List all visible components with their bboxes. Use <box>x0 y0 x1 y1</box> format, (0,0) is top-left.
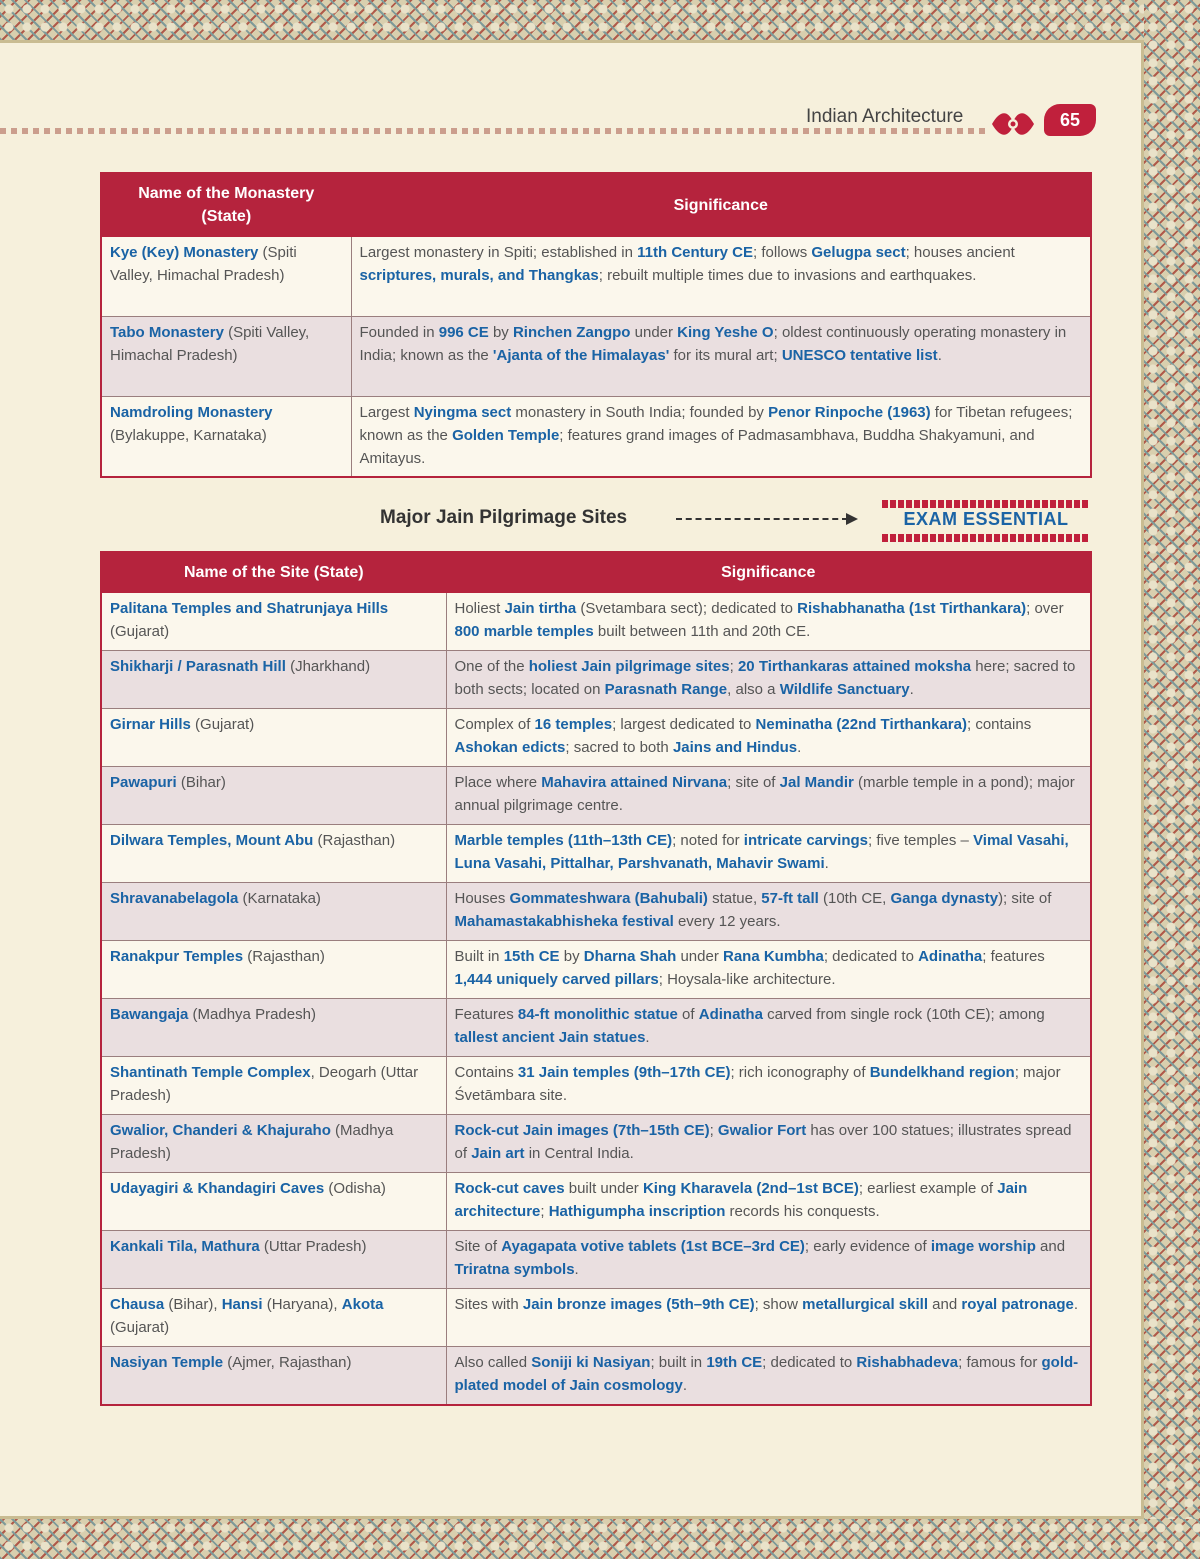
column-header-name: Name of the Monastery (State) <box>101 173 351 237</box>
body-text: and <box>928 1296 962 1313</box>
table-row <box>101 1289 1091 1347</box>
body-text: ; major Śvetāmbara site. <box>454 1064 1061 1104</box>
section-heading: Major Jain Pilgrimage Sites <box>380 507 628 528</box>
body-text: ; dedicated to <box>762 1354 857 1371</box>
body-text: ; contains <box>966 716 1032 733</box>
site-name: Ranakpur Temples <box>110 948 244 965</box>
highlight-text: Rock-cut Jain images (7th–15th CE) <box>454 1122 710 1139</box>
site-name: Tabo Monastery <box>110 324 224 341</box>
site-state: (Spiti Valley, Himachal Pradesh) <box>110 324 310 364</box>
highlight-text: Neminatha (22nd Tirthankara) <box>755 716 967 733</box>
site-state: (Karnataka) <box>238 890 321 907</box>
site-name: Shravanabelagola <box>110 890 239 907</box>
site-state: (Haryana), <box>262 1296 342 1313</box>
inner-frame-line-top <box>0 40 1144 43</box>
site-name: Hansi <box>221 1296 263 1313</box>
body-text: Site of <box>454 1238 502 1255</box>
inner-frame-line-right <box>1141 40 1144 1519</box>
site-state: (Spiti Valley, Himachal Pradesh) <box>110 244 297 284</box>
highlight-text: scriptures, murals, and Thangkas <box>359 267 599 284</box>
body-text: ; features <box>982 948 1045 965</box>
site-name-cell <box>101 593 446 651</box>
highlight-text: 20 Tirthankaras attained moksha <box>737 658 972 675</box>
site-state: (Madhya Pradesh) <box>188 1006 316 1023</box>
site-state: (Bylakuppe, Karnataka) <box>110 427 267 444</box>
page-number: 65 <box>1044 104 1096 136</box>
body-text: under <box>630 324 678 341</box>
significance-cell <box>351 317 1091 397</box>
body-text: ; early evidence of <box>804 1238 931 1255</box>
highlight-text: Dharna Shah <box>583 948 677 965</box>
site-state: (Ajmer, Rajasthan) <box>223 1354 352 1371</box>
highlight-text: intricate carvings <box>743 832 869 849</box>
highlight-text: Adinatha <box>698 1006 763 1023</box>
header-rule <box>0 128 990 134</box>
table-row <box>101 1057 1091 1115</box>
site-name-cell <box>101 825 446 883</box>
body-text: ; show <box>754 1296 803 1313</box>
table-header-row <box>101 552 1091 593</box>
table-row <box>101 1115 1091 1173</box>
highlight-text: 16 temples <box>534 716 613 733</box>
significance-cell <box>446 1057 1091 1115</box>
highlight-text: Nyingma sect <box>413 404 512 421</box>
highlight-text: Marble temples (11th–13th CE) <box>454 832 673 849</box>
body-text: ; features grand images of Padmasambhava, Buddha Shakyamuni, and Amitayus. <box>359 427 1035 467</box>
table-row <box>101 825 1091 883</box>
body-text: by <box>559 948 584 965</box>
exam-essential-badge <box>882 500 1090 542</box>
site-name: Kankali Tila, Mathura <box>110 1238 260 1255</box>
arrow-right-icon <box>846 513 858 525</box>
body-text: here; sacred to both sects; located on <box>454 658 1076 698</box>
highlight-text: image worship <box>930 1238 1036 1255</box>
site-name: Bawangaja <box>110 1006 189 1023</box>
highlight-text: 57-ft tall <box>761 890 819 907</box>
site-name: Udayagiri & Khandagiri Caves <box>110 1180 325 1197</box>
body-text: ; sacred to both <box>565 739 673 756</box>
highlight-text: Jains and Hindus <box>672 739 798 756</box>
site-name: Akota <box>341 1296 384 1313</box>
significance-cell <box>446 1173 1091 1231</box>
site-name-cell <box>101 999 446 1057</box>
highlight-text: 800 marble temples <box>454 623 594 640</box>
body-text: ; dedicated to <box>823 948 919 965</box>
site-name: Namdroling Monastery <box>110 404 273 421</box>
site-name: Nasiyan Temple <box>110 1354 224 1371</box>
body-text: ; built in <box>650 1354 707 1371</box>
highlight-text: Ayagapata votive tablets (1st BCE–3rd CE) <box>501 1238 805 1255</box>
body-text: Founded in <box>359 324 439 341</box>
site-state: (Uttar Pradesh) <box>259 1238 367 1255</box>
site-name-cell <box>101 767 446 825</box>
inner-frame-line-bottom <box>0 1516 1144 1519</box>
body-text: records his conquests. <box>725 1203 880 1220</box>
highlight-text: Ganga dynasty <box>890 890 999 907</box>
table-row <box>101 651 1091 709</box>
highlight-text: Rinchen Zangpo <box>512 324 631 341</box>
highlight-text: King Kharavela (2nd–1st BCE) <box>642 1180 859 1197</box>
highlight-text: Rishabhanatha (1st Tirthankara) <box>797 600 1027 617</box>
highlight-text: Rana Kumbha <box>722 948 824 965</box>
running-title: Indian Architecture <box>806 106 964 127</box>
highlight-text: Vimal Vasahi, Luna Vasahi, Pittalhar, Parshvanath, Mahavir Swami <box>454 832 1069 872</box>
body-text: Holiest <box>454 600 505 617</box>
highlight-text: 1,444 uniquely carved pillars <box>454 971 659 988</box>
body-text: by <box>488 324 513 341</box>
body-text: . <box>797 739 802 756</box>
highlight-text: Soniji ki Nasiyan <box>531 1354 651 1371</box>
lotus-ornament-icon <box>988 104 1038 144</box>
highlight-text: 'Ajanta of the Himalayas' <box>492 347 670 364</box>
body-text: monastery in South India; founded by <box>511 404 769 421</box>
highlight-text: 996 CE <box>438 324 489 341</box>
site-name-cell <box>101 397 351 478</box>
site-name: Gwalior, Chanderi & Khajuraho <box>110 1122 331 1139</box>
site-name-cell <box>101 1347 446 1406</box>
highlight-text: Wildlife Sanctuary <box>779 681 910 698</box>
decorative-border-bottom <box>0 1519 1200 1559</box>
highlight-text: Rock-cut caves <box>454 1180 565 1197</box>
body-text: Houses <box>454 890 510 907</box>
highlight-text: Mahamastakabhisheka festival <box>454 913 674 930</box>
significance-cell <box>446 941 1091 999</box>
table-row <box>101 883 1091 941</box>
body-text: ; famous for <box>958 1354 1042 1371</box>
highlight-text: Gwalior Fort <box>717 1122 807 1139</box>
body-text: Sites with <box>454 1296 523 1313</box>
body-text: Place where <box>454 774 542 791</box>
body-text: ; oldest continuously operating monastery in India; known as the <box>359 324 1067 364</box>
site-name-cell <box>101 1231 446 1289</box>
body-text: has over 100 statues; illustrates spread of <box>454 1122 1072 1162</box>
site-name-cell <box>101 1115 446 1173</box>
body-text: Also called <box>454 1354 532 1371</box>
dashed-arrow-line <box>676 518 848 520</box>
table-row <box>101 767 1091 825</box>
body-text: ; largest dedicated to <box>612 716 756 733</box>
badge-label: EXAM ESSENTIAL <box>903 509 1069 529</box>
highlight-text: Hathigumpha inscription <box>548 1203 726 1220</box>
body-text: . <box>824 855 829 872</box>
table-row <box>101 237 1091 317</box>
highlight-text: King Yeshe O <box>677 324 774 341</box>
body-text: ; Hoysala-like architecture. <box>658 971 836 988</box>
highlight-text: Triratna symbols <box>454 1261 575 1278</box>
site-name-cell <box>101 237 351 317</box>
body-text: One of the <box>454 658 529 675</box>
significance-cell <box>446 825 1091 883</box>
body-text: ; over <box>1026 600 1064 617</box>
highlight-text: Bundelkhand region <box>869 1064 1015 1081</box>
highlight-text: Jal Mandir <box>779 774 854 791</box>
highlight-text: Rishabhadeva <box>856 1354 959 1371</box>
body-text: ; rich iconography of <box>730 1064 870 1081</box>
column-header-significance: Significance <box>351 173 1091 237</box>
monastery-table <box>100 172 1092 478</box>
body-text: statue, <box>707 890 762 907</box>
table-row <box>101 397 1091 478</box>
body-text: carved from single rock (10th CE); among <box>762 1006 1045 1023</box>
highlight-text: Golden Temple <box>452 427 560 444</box>
site-name: Girnar Hills <box>110 716 191 733</box>
significance-cell <box>446 767 1091 825</box>
body-text: ; <box>729 658 738 675</box>
body-text: Features <box>454 1006 518 1023</box>
table-row <box>101 709 1091 767</box>
highlight-text: Gelugpa sect <box>811 244 906 261</box>
column-header-significance: Significance <box>446 552 1091 593</box>
body-text: Largest monastery in Spiti; established in <box>359 244 638 261</box>
decorative-border-top <box>0 0 1200 40</box>
highlight-text: Mahavira attained Nirvana <box>541 774 728 791</box>
body-text: for its mural art; <box>669 347 782 364</box>
site-name: Shikharji / Parasnath Hill <box>110 658 286 675</box>
site-state: (Gujarat) <box>110 1319 170 1336</box>
site-name: Palitana Temples and Shatrunjaya Hills <box>110 600 389 617</box>
table-row <box>101 1347 1091 1406</box>
highlight-text: 15th CE <box>503 948 560 965</box>
body-text: ; noted for <box>672 832 744 849</box>
body-text: . <box>909 681 914 698</box>
site-state: (Jharkhand) <box>285 658 371 675</box>
body-text: . <box>574 1261 579 1278</box>
site-state: (Madhya Pradesh) <box>110 1122 394 1162</box>
site-state: (Bihar) <box>176 774 226 791</box>
site-state: (Odisha) <box>324 1180 386 1197</box>
significance-cell <box>446 651 1091 709</box>
site-state: (Rajasthan) <box>243 948 325 965</box>
significance-cell <box>446 709 1091 767</box>
table-row <box>101 317 1091 397</box>
highlight-text: 19th CE <box>706 1354 763 1371</box>
body-text: for Tibetan refugees; known as the <box>359 404 1073 444</box>
highlight-text: 84-ft monolithic statue <box>517 1006 678 1023</box>
significance-cell <box>446 1289 1091 1347</box>
body-text: built under <box>564 1180 643 1197</box>
body-text: every 12 years. <box>673 913 781 930</box>
site-name: Pawapuri <box>110 774 177 791</box>
highlight-text: Jain bronze images (5th–9th CE) <box>522 1296 755 1313</box>
body-text: Built in <box>454 948 504 965</box>
highlight-text: Parasnath Range <box>604 681 728 698</box>
site-state: (Gujarat) <box>190 716 255 733</box>
highlight-text: 11th Century CE <box>637 244 754 261</box>
badge-border-top <box>882 500 1090 508</box>
site-name: Chausa <box>110 1296 165 1313</box>
site-name-cell <box>101 317 351 397</box>
highlight-text: metallurgical skill <box>802 1296 928 1313</box>
body-text: Contains <box>454 1064 518 1081</box>
site-name-cell <box>101 1173 446 1231</box>
body-text: ; <box>540 1203 549 1220</box>
highlight-text: Jain art <box>471 1145 525 1162</box>
body-text: (Svetambara sect); dedicated to <box>576 600 798 617</box>
body-text: . <box>645 1029 650 1046</box>
body-text: ; <box>709 1122 718 1139</box>
highlight-text: Penor Rinpoche (1963) <box>768 404 931 421</box>
highlight-text: gold-plated model of Jain cosmology <box>454 1354 1079 1394</box>
table-row <box>101 941 1091 999</box>
body-text: ; site of <box>727 774 780 791</box>
table-header-row <box>101 173 1091 237</box>
decorative-border-right <box>1144 0 1200 1559</box>
body-text: (marble temple in a pond); major annual pilgrimage centre. <box>454 774 1075 814</box>
table-row <box>101 999 1091 1057</box>
body-text: of <box>677 1006 699 1023</box>
highlight-text: 31 Jain temples (9th–17th CE) <box>517 1064 731 1081</box>
site-name-cell <box>101 709 446 767</box>
body-text: (10th CE, <box>818 890 891 907</box>
jain-sites-table <box>100 551 1092 1406</box>
significance-cell <box>446 1115 1091 1173</box>
highlight-text: Ashokan edicts <box>454 739 566 756</box>
body-text: ; follows <box>753 244 812 261</box>
table-row <box>101 1231 1091 1289</box>
column-header-name: Name of the Site (State) <box>101 552 446 593</box>
site-name-cell <box>101 883 446 941</box>
significance-cell <box>446 999 1091 1057</box>
body-text: . <box>937 347 942 364</box>
body-text: ; earliest example of <box>858 1180 998 1197</box>
site-name-cell <box>101 1289 446 1347</box>
highlight-text: UNESCO tentative list <box>781 347 938 364</box>
highlight-text: Gommateshwara (Bahubali) <box>509 890 708 907</box>
body-text: . <box>682 1377 688 1394</box>
site-name-cell <box>101 941 446 999</box>
significance-cell <box>446 1347 1091 1406</box>
significance-cell <box>351 397 1091 478</box>
site-name-cell <box>101 651 446 709</box>
body-text: ; houses ancient <box>905 244 1015 261</box>
body-text: Complex of <box>454 716 535 733</box>
body-text: and <box>1035 1238 1066 1255</box>
significance-cell <box>446 883 1091 941</box>
highlight-text: Jain tirtha <box>504 600 577 617</box>
significance-cell <box>446 1231 1091 1289</box>
site-name: Kye (Key) Monastery <box>110 244 259 261</box>
badge-border-bottom <box>882 534 1090 542</box>
body-text: in Central India. <box>524 1145 634 1162</box>
highlight-text: tallest ancient Jain statues <box>454 1029 646 1046</box>
table-row <box>101 1173 1091 1231</box>
significance-cell <box>446 593 1091 651</box>
significance-cell <box>351 237 1091 317</box>
body-text: , also a <box>727 681 780 698</box>
highlight-text: Adinatha <box>918 948 983 965</box>
body-text: ; five temples – <box>868 832 974 849</box>
body-text: Largest <box>359 404 414 421</box>
site-name: Shantinath Temple Complex <box>110 1064 311 1081</box>
site-state: (Bihar), <box>164 1296 222 1313</box>
highlight-text: Jain architecture <box>454 1180 1028 1220</box>
site-state: , Deogarh (Uttar Pradesh) <box>110 1064 419 1104</box>
body-text: ; rebuilt multiple times due to invasions and earthquakes. <box>598 267 977 284</box>
highlight-text: royal patronage <box>961 1296 1074 1313</box>
body-text: ); site of <box>998 890 1052 907</box>
site-name: Dilwara Temples, Mount Abu <box>110 832 314 849</box>
site-state: (Rajasthan) <box>313 832 396 849</box>
body-text: built between 11th and 20th CE. <box>593 623 811 640</box>
body-text: under <box>676 948 723 965</box>
table-row <box>101 593 1091 651</box>
site-name-cell <box>101 1057 446 1115</box>
highlight-text: holiest Jain pilgrimage sites <box>528 658 730 675</box>
body-text: . <box>1073 1296 1079 1313</box>
site-state: (Gujarat) <box>110 623 170 640</box>
